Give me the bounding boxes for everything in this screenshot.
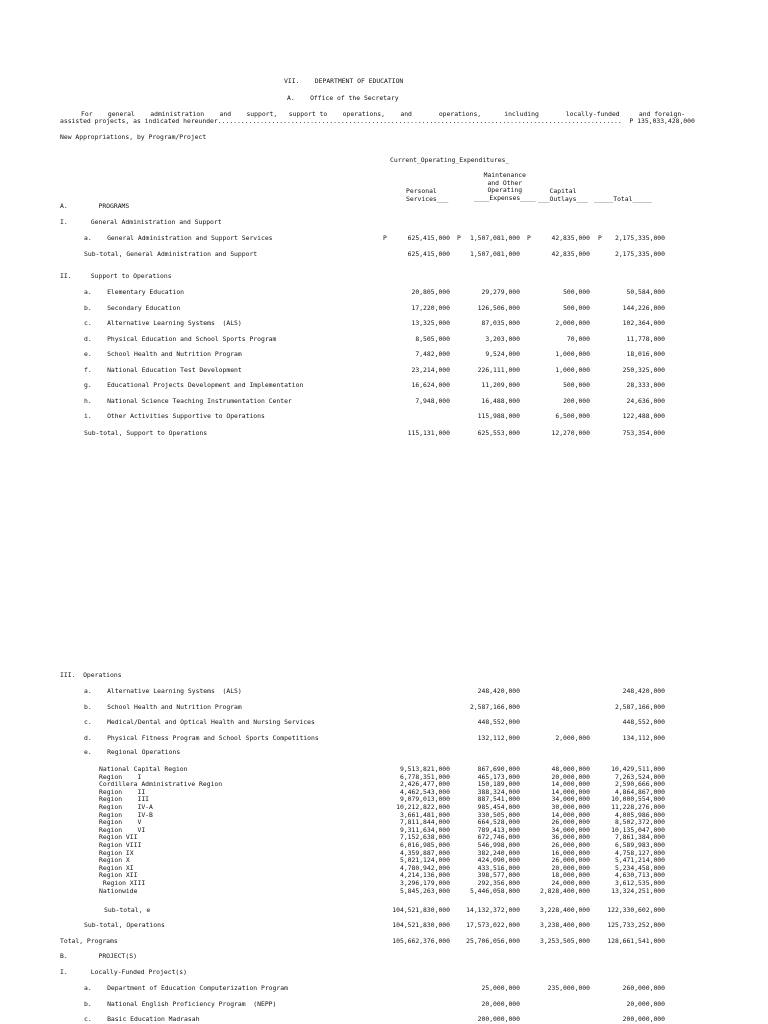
row-label: Sub-total, Support to Operations xyxy=(84,429,208,437)
co-cell: 70,000 xyxy=(566,334,590,343)
ps-cell: 104,521,830,000 xyxy=(392,906,450,914)
mooe-cell: 29,279,000 xyxy=(481,288,520,296)
total-cell: 11,778,000 xyxy=(626,334,665,343)
row-label: Region XIII xyxy=(99,879,146,887)
total-cell: 260,000,000 xyxy=(622,984,665,992)
total-cell: 20,000,000 xyxy=(626,999,665,1008)
mooe-cell: 226,111,000 xyxy=(477,365,520,374)
total-cell: 753,354,000 xyxy=(622,429,665,437)
mooe-cell: 398,577,000 xyxy=(477,871,520,880)
ps-cell: 2,426,477,000 xyxy=(399,780,450,789)
total-cell: 4,864,867,000 xyxy=(614,787,665,796)
co-cell: 16,000,000 xyxy=(551,848,590,857)
mooe-cell: 115,988,000 xyxy=(477,412,520,420)
mooe-cell: 867,690,000 xyxy=(477,765,520,773)
mooe-cell: 382,240,000 xyxy=(477,848,520,857)
mooe-cell: 1,507,081,000 xyxy=(469,250,520,258)
programs-label: A. PROGRAMS xyxy=(60,202,130,210)
co-cell: 3,228,400,000 xyxy=(539,906,590,914)
ps-cell: 3,296,179,000 xyxy=(399,879,450,887)
ps-cell: 9,311,634,000 xyxy=(399,825,450,834)
table-row xyxy=(0,413,768,421)
mooe-cell: 14,132,372,000 xyxy=(466,906,520,914)
total-cell: 10,135,047,000 xyxy=(611,825,665,834)
department-heading: VII. DEPARTMENT OF EDUCATION xyxy=(284,77,404,85)
co-cell: 34,000,000 xyxy=(551,795,590,804)
row-label: g. Educational Projects Development and Implementation xyxy=(84,381,304,389)
total-cell: 200,000,000 xyxy=(622,1015,665,1023)
table-row xyxy=(0,1016,768,1024)
total-cell: 128,661,541,000 xyxy=(607,937,665,945)
co-header: Capital ___Outlays___ xyxy=(538,187,589,203)
ps-cell: 4,214,136,000 xyxy=(399,871,450,880)
mooe-cell: 16,488,000 xyxy=(481,396,520,405)
co-cell: 12,270,000 xyxy=(551,429,590,437)
ps-cell: 13,325,000 xyxy=(411,319,450,327)
ps-cell: 4,359,887,000 xyxy=(399,848,450,857)
total-cell: 448,552,000 xyxy=(622,718,665,726)
ps-cell: 5,021,124,000 xyxy=(399,856,450,865)
table-row xyxy=(0,351,768,359)
total-cell: 134,112,000 xyxy=(622,733,665,742)
mooe-cell: 9,524,000 xyxy=(485,350,520,358)
row-label: a. Department of Education Computerization Program xyxy=(84,984,288,992)
co-cell: 500,000 xyxy=(563,303,590,312)
total-cell: 28,333,000 xyxy=(626,381,665,389)
co-cell: 2,000,000 xyxy=(555,319,590,327)
co-cell: 3,253,505,000 xyxy=(539,937,590,945)
row-label: Sub-total, General Administration and Support xyxy=(84,250,258,258)
co-cell: 42,835,000 xyxy=(551,250,590,258)
total-cell: 5,234,458,000 xyxy=(614,863,665,872)
total-cell: 125,733,252,000 xyxy=(607,921,665,929)
mooe-cell: 388,324,000 xyxy=(477,787,520,796)
ps-cell: 625,415,000 xyxy=(407,250,450,258)
table-row xyxy=(0,719,768,727)
mooe-cell: 664,528,000 xyxy=(477,818,520,827)
row-label: Region II xyxy=(99,787,146,796)
section-iii-title: III. Operations xyxy=(60,671,122,679)
peso-sign: P xyxy=(383,234,387,242)
co-cell: 26,000,000 xyxy=(551,856,590,865)
co-cell: 2,828,400,000 xyxy=(539,886,590,895)
total-cell: 2,587,166,000 xyxy=(614,702,665,711)
co-cell: 42,835,000 xyxy=(551,234,590,242)
regional-operations-label: e. Regional Operations xyxy=(84,748,181,756)
ps-cell: 7,482,000 xyxy=(415,350,450,358)
co-cell: 235,000,000 xyxy=(547,984,590,992)
total-cell: 10,000,554,000 xyxy=(611,795,665,804)
row-label: Region VII xyxy=(99,833,138,842)
projects-label: B. PROJECT(S) xyxy=(60,952,137,960)
total-row xyxy=(0,938,768,946)
row-label: a. Elementary Education xyxy=(84,288,185,296)
ps-header: Personal Services___ xyxy=(406,187,449,203)
row-label: b. School Health and Nutrition Program xyxy=(84,702,242,711)
mooe-cell: 132,112,000 xyxy=(477,733,520,742)
ps-cell: 6,016,985,000 xyxy=(399,841,450,849)
co-cell: 500,000 xyxy=(563,381,590,389)
co-cell: 6,500,000 xyxy=(555,412,590,420)
co-cell: 1,000,000 xyxy=(555,365,590,374)
co-cell: 18,000,000 xyxy=(551,871,590,880)
subtotal-row xyxy=(0,922,768,930)
total-cell: 3,612,535,000 xyxy=(614,879,665,887)
subtotal-row xyxy=(0,430,768,438)
total-cell: 13,324,251,000 xyxy=(611,886,665,895)
total-cell: 10,429,511,000 xyxy=(611,765,665,773)
co-cell: 500,000 xyxy=(563,288,590,296)
subtotal-row xyxy=(0,907,768,915)
total-cell: 122,330,602,000 xyxy=(607,906,665,914)
mooe-cell: 985,454,000 xyxy=(477,803,520,811)
ps-cell: 625,415,000 xyxy=(407,234,450,242)
total-cell: 18,016,000 xyxy=(626,350,665,358)
intro-line-2: assisted projects, as indicated hereunder......................................................................................................... P 135,033,428,000 xyxy=(60,117,695,125)
row-label: Region I xyxy=(99,772,142,781)
co-cell: 26,000,000 xyxy=(551,841,590,849)
ps-cell: 4,780,942,000 xyxy=(399,863,450,872)
row-label: i. Other Activities Supportive to Operations xyxy=(84,412,265,420)
row-label: Region III xyxy=(99,795,150,804)
row-label: a. General Administration and Support Services xyxy=(84,234,273,242)
row-label: National Capital Region xyxy=(99,765,188,773)
row-label: b. National English Proficiency Program (NEPP) xyxy=(84,999,277,1008)
total-cell: 11,228,276,000 xyxy=(611,803,665,811)
intro-line-1: For general administration and support, support to operations, and operations, including locally-funded and foreign- xyxy=(81,110,686,118)
row-label: h. National Science Teaching Instrumentation Center xyxy=(84,396,292,405)
row-label: c. Basic Education Madrasah xyxy=(84,1015,200,1023)
ps-cell: 9,513,821,000 xyxy=(399,765,450,773)
total-cell: 8,502,372,000 xyxy=(614,818,665,827)
section-ii-title: II. Support to Operations xyxy=(60,272,172,280)
co-cell: 14,000,000 xyxy=(551,787,590,796)
row-label: Region IX xyxy=(99,848,134,857)
total-cell: 122,488,000 xyxy=(622,412,665,420)
ps-cell: 4,462,543,000 xyxy=(399,787,450,796)
ps-cell: 23,214,000 xyxy=(411,365,450,374)
row-label: Cordillera Administrative Region xyxy=(99,780,223,789)
co-cell: 20,000,000 xyxy=(551,772,590,781)
co-cell: 2,000,000 xyxy=(555,733,590,742)
ps-cell: 7,152,638,000 xyxy=(399,833,450,842)
co-cell: 200,000 xyxy=(563,396,590,405)
co-cell: 3,238,400,000 xyxy=(539,921,590,929)
total-cell: 250,325,000 xyxy=(622,365,665,374)
row-label: Region VI xyxy=(99,825,146,834)
mooe-cell: 465,173,000 xyxy=(477,772,520,781)
row-label: b. Secondary Education xyxy=(84,303,181,312)
new-appropriations-heading: New Appropriations, by Program/Project xyxy=(60,133,207,141)
co-cell: 36,000,000 xyxy=(551,833,590,842)
row-label: Region X xyxy=(99,856,130,865)
ps-cell: 10,212,822,000 xyxy=(396,803,450,811)
total-cell: 7,263,524,000 xyxy=(614,772,665,781)
total-cell: 4,005,986,000 xyxy=(614,810,665,819)
total-cell: 50,584,000 xyxy=(626,288,665,296)
mooe-cell: 150,189,000 xyxy=(477,780,520,789)
mooe-cell: 87,035,000 xyxy=(481,319,520,327)
co-cell: 26,000,000 xyxy=(551,818,590,827)
mooe-cell: 17,573,022,000 xyxy=(466,921,520,929)
table-row xyxy=(0,235,768,243)
ps-cell: 7,811,844,000 xyxy=(399,818,450,827)
row-label: Region IV-A xyxy=(99,803,153,811)
mooe-cell: 11,209,000 xyxy=(481,381,520,389)
row-label: c. Medical/Dental and Optical Health and Nursing Services xyxy=(84,718,315,726)
mooe-cell: 546,998,000 xyxy=(477,841,520,849)
total-cell: 24,636,000 xyxy=(626,396,665,405)
table-row xyxy=(0,704,768,712)
ps-cell: 16,624,000 xyxy=(411,381,450,389)
ps-cell: 8,505,000 xyxy=(415,334,450,343)
mooe-cell: 2,587,166,000 xyxy=(469,702,520,711)
co-cell: 14,000,000 xyxy=(551,780,590,789)
total-cell: 4,758,127,000 xyxy=(614,848,665,857)
row-label: c. Alternative Learning Systems (ALS) xyxy=(84,319,242,327)
total-cell: 2,175,335,000 xyxy=(614,250,665,258)
table-row xyxy=(0,888,768,896)
mooe-cell: 672,746,000 xyxy=(477,833,520,842)
co-cell: 1,000,000 xyxy=(555,350,590,358)
total-cell: 102,364,000 xyxy=(622,319,665,327)
table-row xyxy=(0,320,768,328)
row-label: f. National Education Test Development xyxy=(84,365,242,374)
total-cell: 5,471,214,000 xyxy=(614,856,665,865)
row-label: e. School Health and Nutrition Program xyxy=(84,350,242,358)
table-row xyxy=(0,688,768,696)
ps-cell: 20,805,000 xyxy=(411,288,450,296)
co-cell: 14,000,000 xyxy=(551,810,590,819)
table-row xyxy=(0,305,768,313)
row-label: Region VIII xyxy=(99,841,142,849)
table-row xyxy=(0,382,768,390)
mooe-cell: 433,516,000 xyxy=(477,863,520,872)
table-row xyxy=(0,367,768,375)
co-cell: 34,000,000 xyxy=(551,825,590,834)
total-cell: 6,589,983,000 xyxy=(614,841,665,849)
mooe-cell: 424,090,000 xyxy=(477,856,520,865)
mooe-cell: 248,420,000 xyxy=(477,687,520,695)
mooe-cell: 25,706,056,000 xyxy=(466,937,520,945)
row-label: Sub-total, e xyxy=(104,906,151,914)
ps-cell: 115,131,000 xyxy=(407,429,450,437)
table-row xyxy=(0,289,768,297)
co-cell: 20,000,000 xyxy=(551,863,590,872)
co-cell: 30,000,000 xyxy=(551,803,590,811)
table-row xyxy=(0,398,768,406)
section-i-title: I. General Administration and Support xyxy=(60,218,222,226)
mooe-cell: 448,552,000 xyxy=(477,718,520,726)
subtotal-row xyxy=(0,251,768,259)
mooe-cell: 20,000,000 xyxy=(481,999,520,1008)
mooe-cell: 3,203,000 xyxy=(485,334,520,343)
table-row xyxy=(0,985,768,993)
table-row xyxy=(0,336,768,344)
row-label: Region IV-B xyxy=(99,810,153,819)
total-cell: 2,590,666,000 xyxy=(614,780,665,789)
total-cell: 2,175,335,000 xyxy=(614,234,665,242)
mooe-cell: 887,541,000 xyxy=(477,795,520,804)
ps-cell: 5,845,263,000 xyxy=(399,886,450,895)
total-header: _____Total_____ xyxy=(594,195,652,203)
peso-sign: P xyxy=(527,234,531,242)
ps-cell: 6,778,351,000 xyxy=(399,772,450,781)
mooe-cell: 5,446,058,000 xyxy=(469,886,520,895)
coe-header: Current_Operating_Expenditures_ xyxy=(390,156,510,164)
row-label: Nationwide xyxy=(99,886,138,895)
locally-funded-title: I. Locally-Funded Project(s) xyxy=(60,968,187,976)
row-label: Sub-total, Operations xyxy=(84,921,165,929)
ps-cell: 3,661,481,000 xyxy=(399,810,450,819)
peso-sign: P xyxy=(457,234,461,242)
total-cell: 248,420,000 xyxy=(622,687,665,695)
ps-cell: 7,948,000 xyxy=(415,396,450,405)
table-row xyxy=(0,1001,768,1009)
co-cell: 24,000,000 xyxy=(551,879,590,887)
total-cell: 7,861,384,000 xyxy=(614,833,665,842)
mooe-cell: 25,000,000 xyxy=(481,984,520,992)
mooe-cell: 292,356,000 xyxy=(477,879,520,887)
mooe-cell: 200,000,000 xyxy=(477,1015,520,1023)
row-label: Region V xyxy=(99,818,142,827)
row-label: Region XI xyxy=(99,863,134,872)
row-label: Region XII xyxy=(99,871,138,880)
total-cell: 4,630,713,000 xyxy=(614,871,665,880)
co-cell: 48,000,000 xyxy=(551,765,590,773)
total-cell: 144,226,000 xyxy=(622,303,665,312)
ps-cell: 17,220,000 xyxy=(411,303,450,312)
mooe-cell: 126,506,000 xyxy=(477,303,520,312)
mooe-header: Maintenance and Other Operating ____Expenses____ xyxy=(474,171,536,202)
table-row xyxy=(0,735,768,743)
ps-cell: 104,521,830,000 xyxy=(392,921,450,929)
mooe-cell: 330,505,000 xyxy=(477,810,520,819)
office-heading: A. Office of the Secretary xyxy=(287,94,399,102)
ps-cell: 105,662,376,000 xyxy=(392,937,450,945)
row-label: a. Alternative Learning Systems (ALS) xyxy=(84,687,242,695)
mooe-cell: 625,553,000 xyxy=(477,429,520,437)
row-label: d. Physical Fitness Program and School Sports Competitions xyxy=(84,733,319,742)
mooe-cell: 1,507,081,000 xyxy=(469,234,520,242)
row-label: Total, Programs xyxy=(60,937,118,945)
ps-cell: 9,079,013,000 xyxy=(399,795,450,804)
peso-sign: P xyxy=(598,234,602,242)
row-label: d. Physical Education and School Sports Program xyxy=(84,334,277,343)
mooe-cell: 789,413,000 xyxy=(477,825,520,834)
